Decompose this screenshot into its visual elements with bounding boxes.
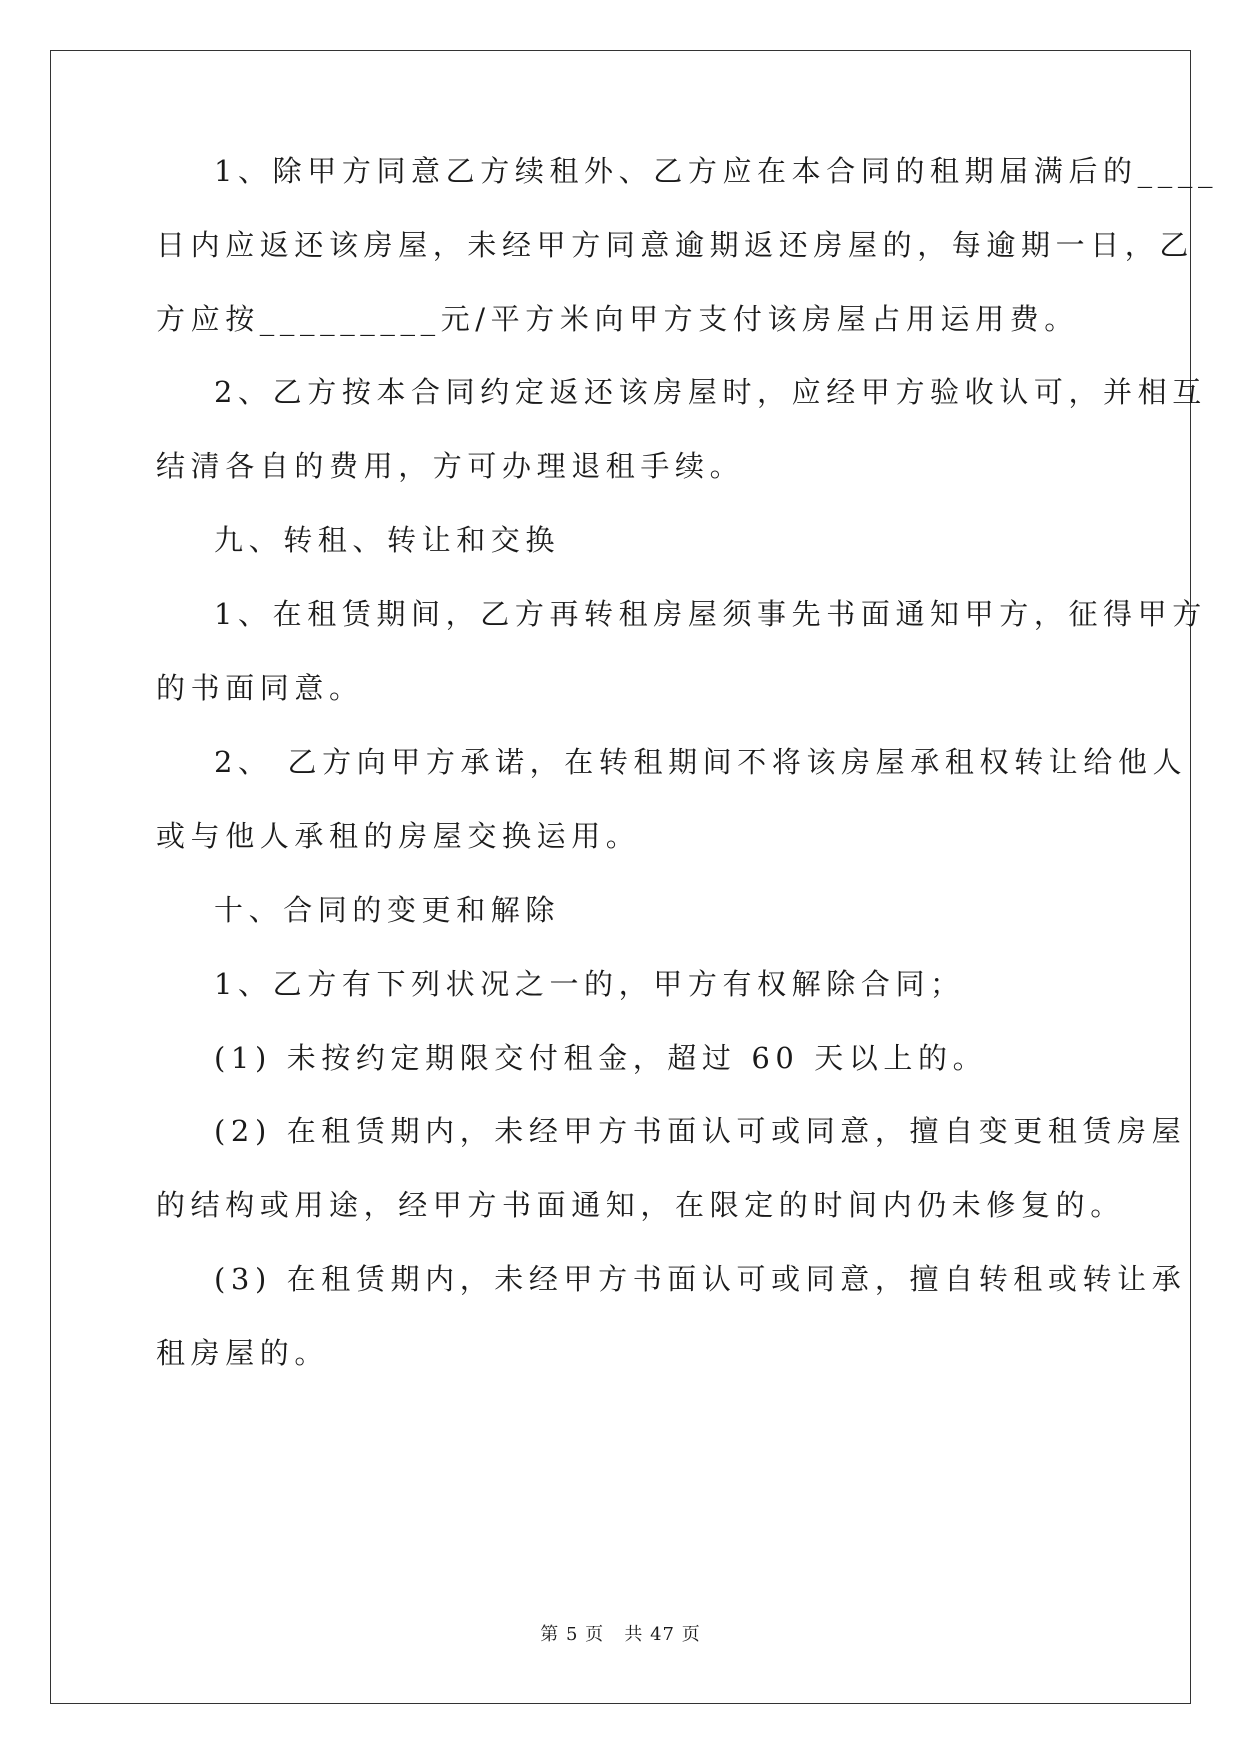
paragraph-line-9: 2、 乙方向甲方承诺，在转租期间不将该房屋承租权转让给他人 [214, 745, 1188, 779]
paragraph-line-13: (1) 未按约定期限交付租金，超过 60 天以上的。 [214, 1041, 988, 1075]
paragraph-line-4: 2、乙方按本合同约定返还该房屋时，应经甲方验收认可，并相互 [214, 375, 1207, 409]
paragraph-line-8: 的书面同意。 [156, 671, 364, 705]
page-number-footer: 第 5 页 共 47 页 [540, 1624, 701, 1645]
paragraph-line-14: (2) 在租赁期内，未经甲方书面认可或同意，擅自变更租赁房屋 [214, 1114, 1187, 1148]
paragraph-line-2: 日内应返还该房屋，未经甲方同意逾期返还房屋的，每逾期一日，乙 [156, 228, 1195, 262]
paragraph-line-16: (3) 在租赁期内，未经甲方书面认可或同意，擅自转租或转让承 [214, 1262, 1187, 1296]
paragraph-line-17: 租房屋的。 [156, 1336, 330, 1370]
section-heading-9: 九、转租、转让和交换 [214, 523, 561, 557]
paragraph-line-1: 1、除甲方同意乙方续租外、乙方应在本合同的租期届满后的____ [214, 154, 1219, 188]
paragraph-line-10: 或与他人承租的房屋交换运用。 [156, 819, 641, 853]
section-heading-10: 十、合同的变更和解除 [214, 893, 561, 927]
paragraph-line-12: 1、乙方有下列状况之一的，甲方有权解除合同； [214, 967, 965, 1001]
paragraph-line-3: 方应按_________元/平方米向甲方支付该房屋占用运用费。 [156, 302, 1079, 336]
paragraph-line-7: 1、在租赁期间，乙方再转租房屋须事先书面通知甲方，征得甲方 [214, 597, 1207, 631]
paragraph-line-5: 结清各自的费用，方可办理退租手续。 [156, 449, 745, 483]
paragraph-line-15: 的结构或用途，经甲方书面通知，在限定的时间内仍未修复的。 [156, 1188, 1125, 1222]
